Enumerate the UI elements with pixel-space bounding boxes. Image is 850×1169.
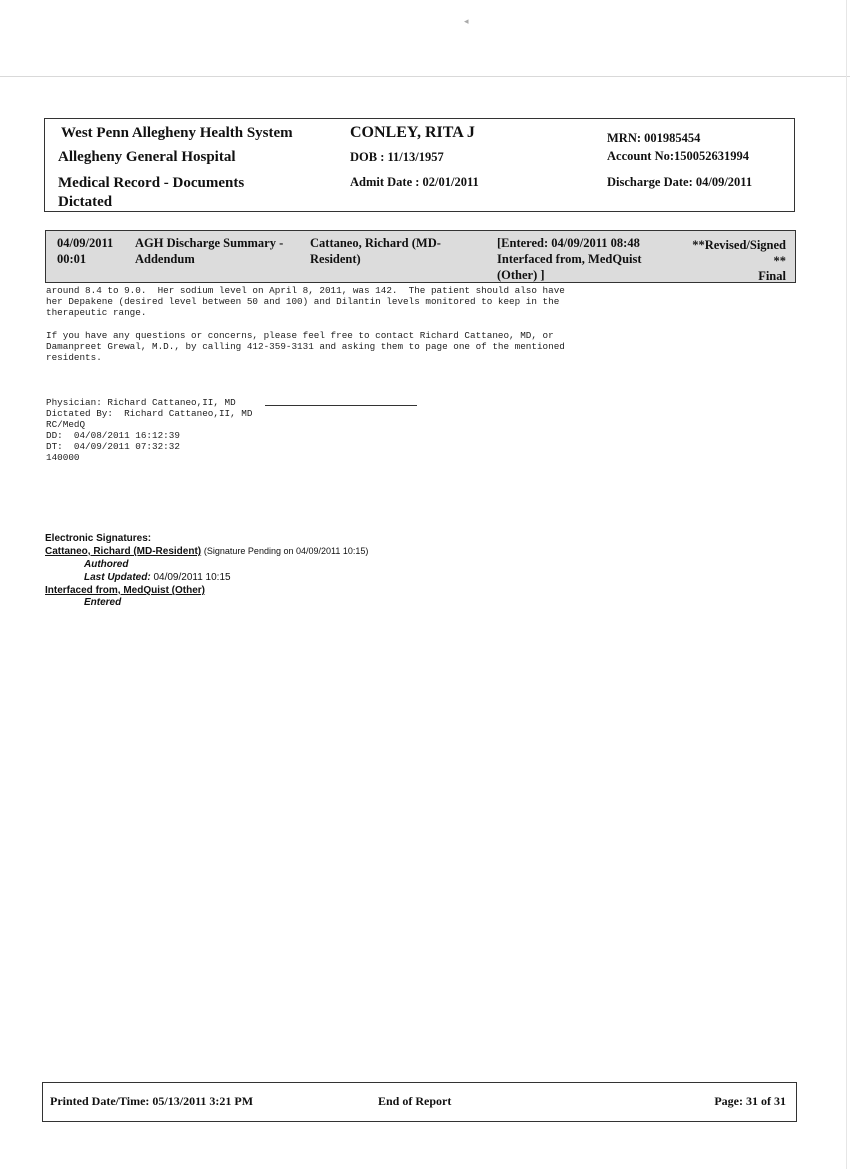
doc-type-line2: Dictated <box>58 194 113 210</box>
doc-entered-line3: (Other) ] <box>497 268 545 282</box>
doc-author-line2: Resident) <box>310 252 361 266</box>
signer-1-last-updated: Last Updated: 04/09/2011 10:15 <box>84 572 231 583</box>
discharge-date: Discharge Date: 04/09/2011 <box>607 175 753 189</box>
doc-time: 00:01 <box>57 252 87 266</box>
signer-1-role: Authored <box>84 559 129 570</box>
signer-2-name: Interfaced from, MedQuist (Other) <box>45 585 206 596</box>
body-paragraph-1 <box>46 285 565 318</box>
doc-entered-line1: [Entered: 04/09/2011 08:48 <box>497 236 640 250</box>
doc-type-line1: Medical Record - Documents <box>58 175 245 191</box>
body-line: therapeutic range. <box>46 307 147 318</box>
job-number: 140000 <box>46 452 80 463</box>
printed-date-time: Printed Date/Time: 05/13/2011 3:21 PM <box>50 1094 254 1108</box>
patient-name: CONLEY, RITA J <box>350 124 475 141</box>
signature-1 <box>45 546 368 557</box>
body-line: her Depakene (desired level between 50 and 100) and Dilantin levels monitored to keep in the <box>46 296 560 307</box>
page-number: Page: 31 of 31 <box>714 1094 786 1108</box>
signer-2-role: Entered <box>84 597 122 608</box>
end-of-report: End of Report <box>378 1094 452 1108</box>
signer-1-note: (Signature Pending on 04/09/2011 10:15) <box>203 546 369 556</box>
body-paragraph-2 <box>46 330 565 363</box>
signatures-heading: Electronic Signatures: <box>45 533 152 544</box>
scan-speck: ◂ <box>464 16 469 26</box>
signature-2 <box>45 585 205 596</box>
dictation-date: DD: 04/08/2011 16:12:39 <box>46 430 180 441</box>
signer-1-name: Cattaneo, Richard (MD-Resident) <box>45 546 202 557</box>
doc-date: 04/09/2011 <box>57 236 114 250</box>
transcription-date: DT: 04/09/2011 07:32:32 <box>46 441 180 452</box>
doc-status-line3: Final <box>758 269 786 283</box>
physician-line: Physician: Richard Cattaneo,II, MD <box>46 397 236 408</box>
doc-title-line2: Addendum <box>135 252 195 266</box>
body-line: Damanpreet Grewal, M.D., by calling 412-359-3131 and asking them to page one of the mentioned <box>46 341 565 352</box>
patient-dob: DOB : 11/13/1957 <box>350 150 444 164</box>
physician-signature-line <box>265 405 417 406</box>
mrn: MRN: 001985454 <box>607 131 701 145</box>
org-name: West Penn Allegheny Health System <box>61 125 293 141</box>
body-line: residents. <box>46 352 102 363</box>
scan-top-edge <box>0 76 850 77</box>
body-line: If you have any questions or concerns, please feel free to contact Richard Cattaneo, MD, or <box>46 330 554 341</box>
admit-date: Admit Date : 02/01/2011 <box>350 175 479 189</box>
doc-author-line1: Cattaneo, Richard (MD- <box>310 236 441 250</box>
scan-right-edge <box>846 0 847 1169</box>
doc-status-line2: ** <box>773 254 786 268</box>
transcription-initials: RC/MedQ <box>46 419 86 430</box>
doc-entered-line2: Interfaced from, MedQuist <box>497 252 642 266</box>
doc-title-line1: AGH Discharge Summary - <box>135 236 284 250</box>
body-line: around 8.4 to 9.0. Her sodium level on April 8, 2011, was 142. The patient should also have <box>46 285 565 296</box>
dictated-by: Dictated By: Richard Cattaneo,II, MD <box>46 408 253 419</box>
hospital-name: Allegheny General Hospital <box>58 149 236 165</box>
doc-status-line1: **Revised/Signed <box>692 238 786 252</box>
account-number: Account No:150052631994 <box>607 149 750 163</box>
